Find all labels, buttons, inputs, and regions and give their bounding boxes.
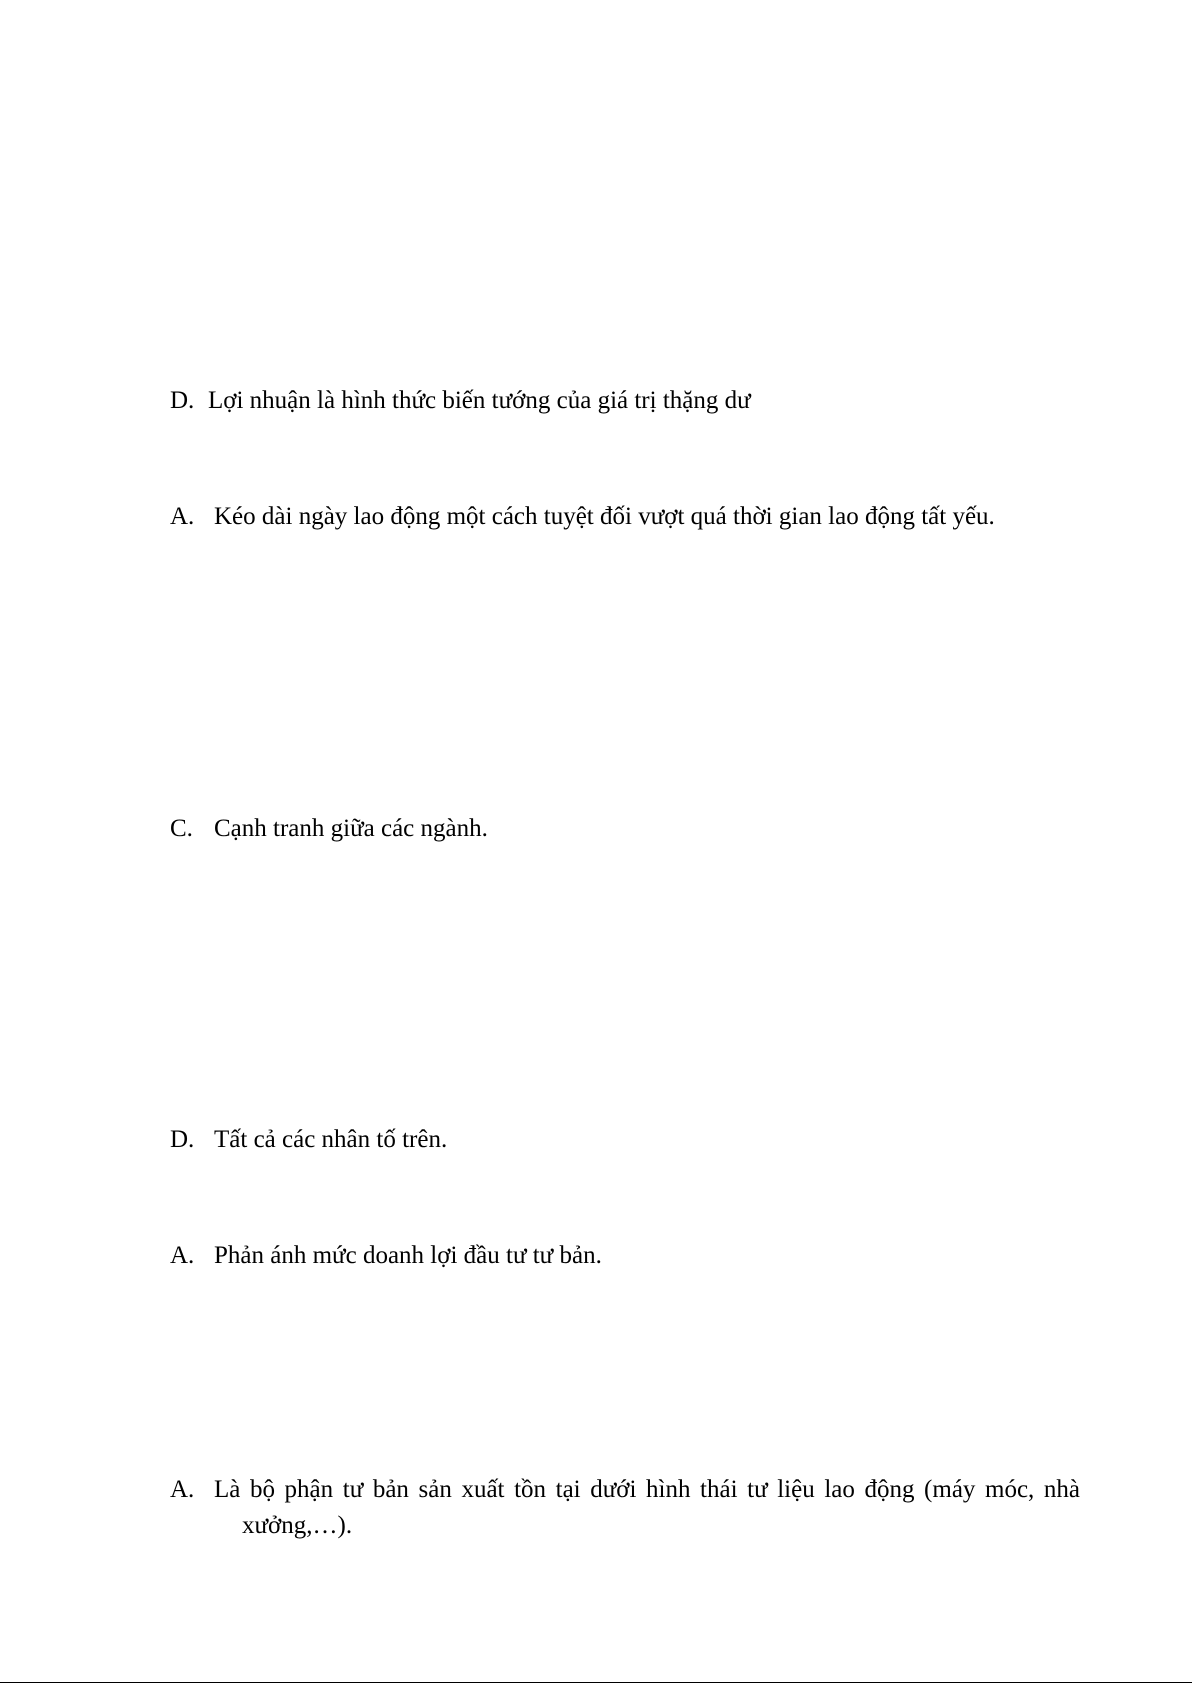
footer-rule xyxy=(0,1682,1192,1683)
answer-option xyxy=(170,383,751,419)
answer-option xyxy=(170,499,995,535)
option-letter: A. xyxy=(170,503,195,530)
option-letter: A. xyxy=(170,1242,195,1269)
option-text: Kéo dài ngày lao động một cách tuyệt đối vượt quá thời gian lao động tất yếu. xyxy=(214,503,995,530)
option-text: Lợi nhuận là hình thức biến tướng của giá trị thặng dư xyxy=(208,387,751,414)
option-letter: C. xyxy=(170,815,193,842)
answer-option xyxy=(170,1472,1080,1544)
option-letter: D. xyxy=(170,1126,195,1153)
answer-option xyxy=(170,1238,602,1274)
option-letter: A. xyxy=(170,1476,195,1503)
option-letter: D. xyxy=(170,387,195,414)
option-text: Cạnh tranh giữa các ngành. xyxy=(214,815,488,842)
option-continuation: xưởng,…). xyxy=(242,1512,353,1539)
option-text: Tất cả các nhân tố trên. xyxy=(214,1126,448,1153)
answer-option xyxy=(170,811,488,847)
option-text: Là bộ phận tư bản sản xuất tồn tại dưới hình thái tư liệu lao động (máy móc, nhà xyxy=(214,1476,1080,1503)
option-first-line xyxy=(170,1472,1080,1508)
option-text: Phản ánh mức doanh lợi đầu tư tư bản. xyxy=(214,1242,602,1269)
answer-option xyxy=(170,1122,447,1158)
